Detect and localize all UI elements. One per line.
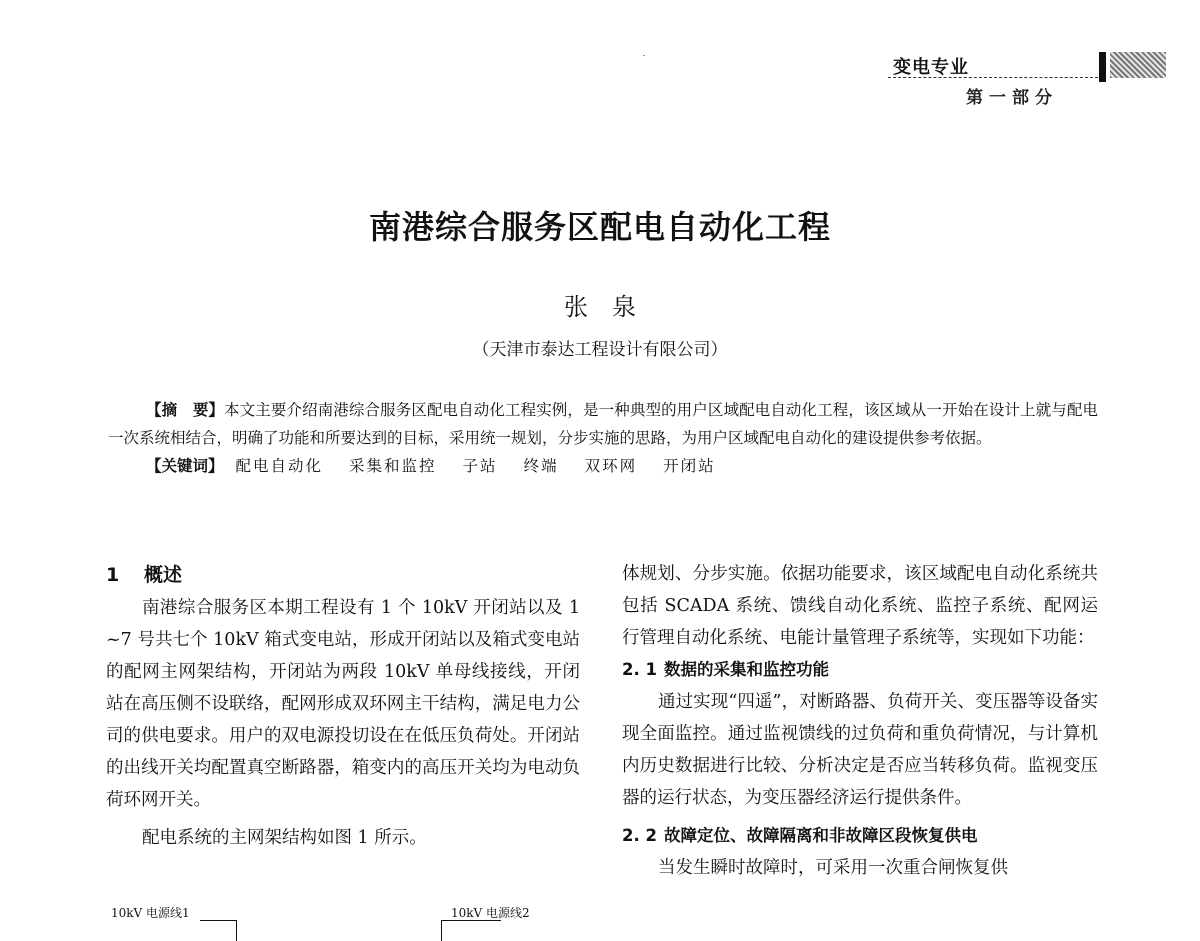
keyword: 子站 [462, 457, 498, 475]
subsection-number: 2. 2 [622, 826, 657, 845]
keywords-line [108, 452, 1098, 480]
header-pattern-block [1110, 52, 1166, 78]
body-paragraph: 南港综合服务区本期工程设有 1 个 10kV 开闭站以及 1 ~7 号共七个 10kV 箱式变电站，形成开闭站以及箱式变电站的配网主网架结构，开闭站为两段 10kV 单母线接线，开闭站在高压侧不设联络，配网形成双环网主干结构，满足电力公司的供电要求。用户的双电源投切设在在低压负荷处。开闭站的出线开关均配置真空断路器，箱变内的高压开关均为电动负荷环网开关。 [106, 598, 580, 810]
keyword: 终端 [523, 457, 559, 475]
body-paragraph: 当发生瞬时故障时，可采用一次重合闸恢复供 [658, 858, 1008, 878]
abstract-text: 本文主要介绍南港综合服务区配电自动化工程实例，是一种典型的用户区域配电自动化工程，该区域从一开始在设计上就与配电一次系统相结合，明确了功能和所要达到的目标，采用统一规划，分步实施的思路，为用户区域配电自动化的建设提供参考依据。 [108, 401, 1098, 447]
abstract-label: 【摘 要】 [146, 401, 225, 419]
section-title: 概述 [144, 564, 183, 586]
figure-line [236, 920, 237, 941]
keyword: 开闭站 [663, 457, 716, 475]
section-heading [106, 558, 580, 592]
keywords-label: 【关键词】 [146, 457, 224, 475]
body-paragraph: 体规划、分步实施。依据功能要求，该区域配电自动化系统共包括 SCADA 系统、馈线自动化系统、监控子系统、配网运行管理自动化系统、电能计量管理子系统等，实现如下功能： [622, 564, 1098, 648]
keyword: 配电自动化 [235, 457, 324, 475]
author-name: 张 泉 [564, 293, 636, 321]
body-left-column [106, 558, 580, 854]
subsection-heading [622, 654, 1098, 686]
body-right-column [622, 558, 1098, 884]
keyword: 双环网 [584, 457, 638, 475]
header-bar [1099, 52, 1106, 82]
abstract-block [108, 396, 1098, 480]
section-number: 1 [106, 564, 120, 586]
scan-speck [643, 55, 645, 56]
header-divider [888, 77, 1098, 78]
body-paragraph: 配电系统的主网架结构如图 1 所示。 [142, 828, 427, 848]
keyword: 采集和监控 [349, 457, 437, 475]
body-paragraph: 通过实现“四遥”，对断路器、负荷开关、变压器等设备实现全面监控。通过监视馈线的过负荷和重负荷情况，与计算机内历史数据进行比较、分析决定是否应当转移负荷。监视变压器的运行状态，为变压器经济运行提供条件。 [622, 692, 1098, 808]
figure-line [441, 920, 442, 941]
figure-source-label-left: 10kV 电源线1 [111, 906, 190, 920]
subsection-title: 数据的采集和监控功能 [664, 660, 829, 679]
abstract-paragraph [108, 396, 1098, 452]
figure-line [200, 920, 236, 921]
subsection-heading [622, 820, 1098, 852]
paper-title: 南港综合服务区配电自动化工程 [368, 208, 831, 246]
header-part-label: 第一部分 [966, 88, 1058, 108]
subsection-title: 故障定位、故障隔离和非故障区段恢复供电 [664, 826, 978, 845]
header-section-label: 变电专业 [893, 57, 969, 78]
figure-line [441, 920, 501, 921]
author-affiliation: （天津市泰达工程设计有限公司） [472, 340, 728, 360]
subsection-number: 2. 1 [622, 660, 657, 679]
figure-source-label-right: 10kV 电源线2 [451, 906, 530, 920]
